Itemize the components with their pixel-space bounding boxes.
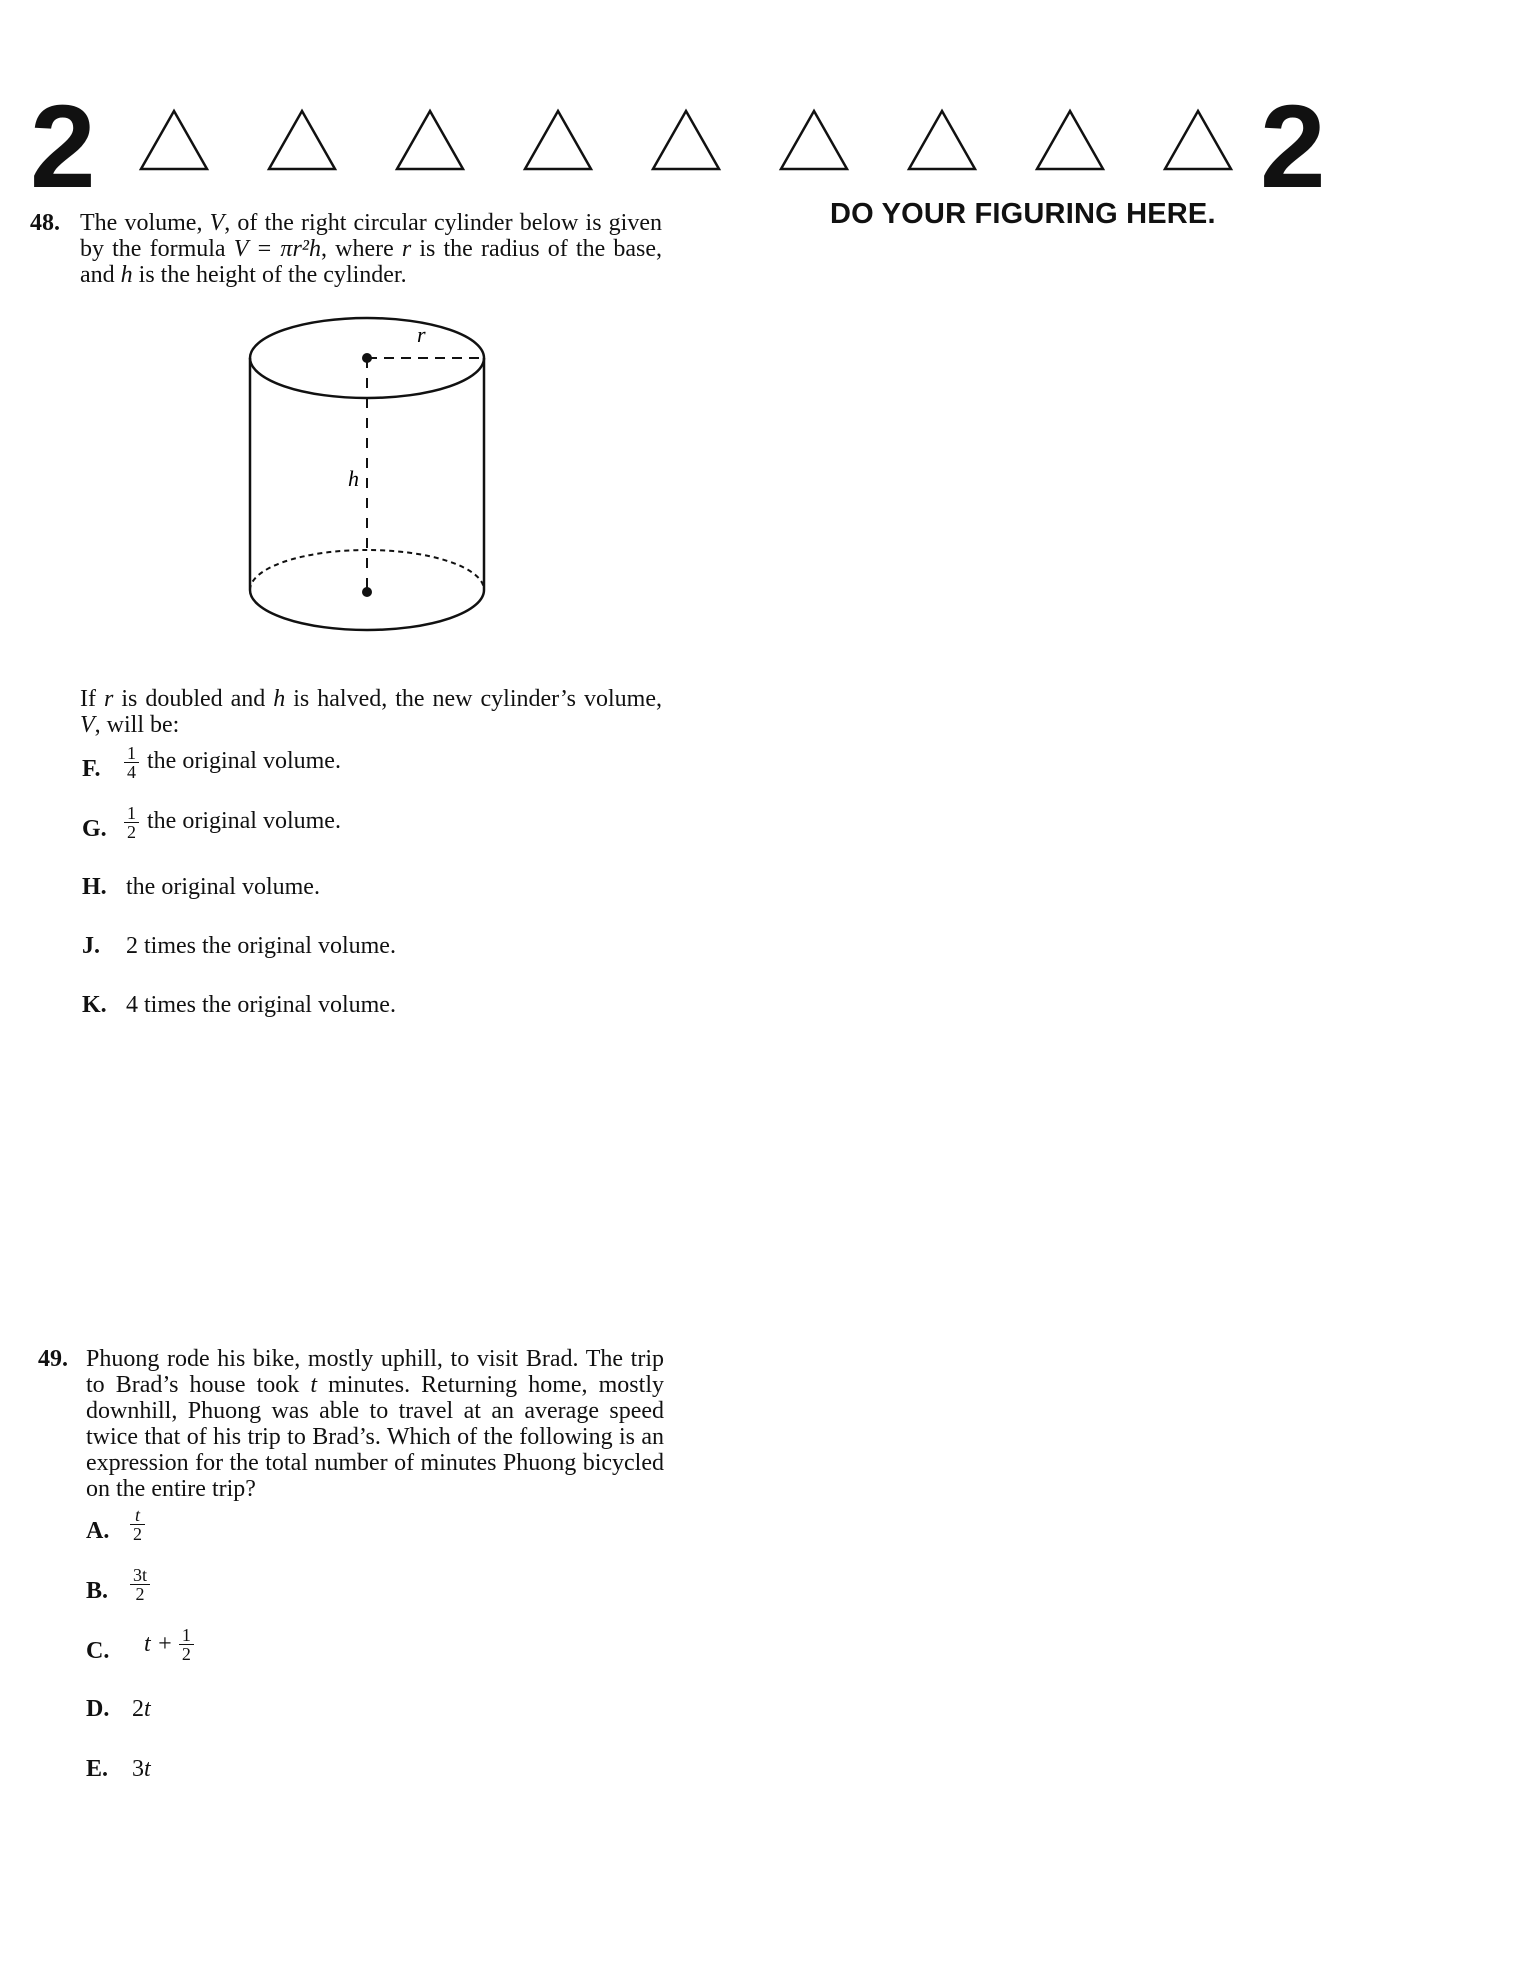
option-h-text[interactable]: the original volume. (126, 874, 320, 900)
question-49-stem: Phuong rode his bike, mostly uphill, to visit Brad. The trip to Brad’s house took t minutes. Returning home, mostly downhill, Phuong was able to travel at an average speed twice that of his trip to Brad’s. Which of the following is an expression for the total number of minutes Phuong bicycled on the entire trip? (86, 1346, 664, 1502)
question-48-prompt: If r is doubled and h is halved, the new cylinder’s volume, V, will be: (80, 686, 663, 738)
figuring-note: DO YOUR FIGURING HERE. (830, 198, 1216, 230)
option-h-letter[interactable]: H. (82, 874, 107, 900)
triangle-icon (1034, 108, 1106, 172)
cylinder-diagram (240, 300, 500, 650)
height-label: h (348, 466, 359, 491)
option-b-text[interactable]: $\frac{3t}{2}$ (130, 1566, 158, 1603)
question-49-number: 49. (38, 1346, 68, 1372)
option-e-letter[interactable]: E. (86, 1756, 109, 1782)
option-c-letter[interactable]: C. (86, 1638, 110, 1664)
option-c-text[interactable]: t + $\frac{1}{2}$ (144, 1626, 202, 1663)
question-48-stem: The volume, V, of the right circular cylinder below is given by the formula V = πr²h, where r is the radius of the base, and h is the height of the cylinder. (80, 210, 663, 288)
option-d-text[interactable]: 2t (132, 1696, 151, 1722)
triangle-icon (778, 108, 850, 172)
option-f-letter[interactable]: F. (82, 756, 101, 782)
section-number-left: 2 (30, 81, 96, 213)
top-center-point (362, 353, 372, 363)
option-b-letter[interactable]: B. (86, 1578, 109, 1604)
triangle-icon (266, 108, 338, 172)
question-48-number: 48. (30, 210, 60, 236)
triangle-icon (138, 108, 210, 172)
option-d-letter[interactable]: D. (86, 1696, 110, 1722)
triangle-icon (906, 108, 978, 172)
triangle-icon (650, 108, 722, 172)
bottom-center-point (362, 587, 372, 597)
triangle-icon (1162, 108, 1234, 172)
option-g-letter[interactable]: G. (82, 816, 107, 842)
option-j-text[interactable]: 2 times the original volume. (126, 933, 396, 959)
option-k-letter[interactable]: K. (82, 992, 107, 1018)
option-a-text[interactable]: $\frac{t}{2}$ (130, 1506, 153, 1543)
option-f-text[interactable]: $\frac{1}{4}$ the original volume. (124, 744, 341, 781)
triangle-icon (522, 108, 594, 172)
radius-label: r (417, 322, 426, 347)
triangle-icon (394, 108, 466, 172)
option-g-text[interactable]: $\frac{1}{2}$ the original volume. (124, 804, 341, 841)
option-e-text[interactable]: 3t (132, 1756, 151, 1782)
option-a-letter[interactable]: A. (86, 1518, 110, 1544)
option-k-text[interactable]: 4 times the original volume. (126, 992, 396, 1018)
option-j-letter[interactable]: J. (82, 933, 100, 959)
section-number-right: 2 (1260, 81, 1326, 213)
